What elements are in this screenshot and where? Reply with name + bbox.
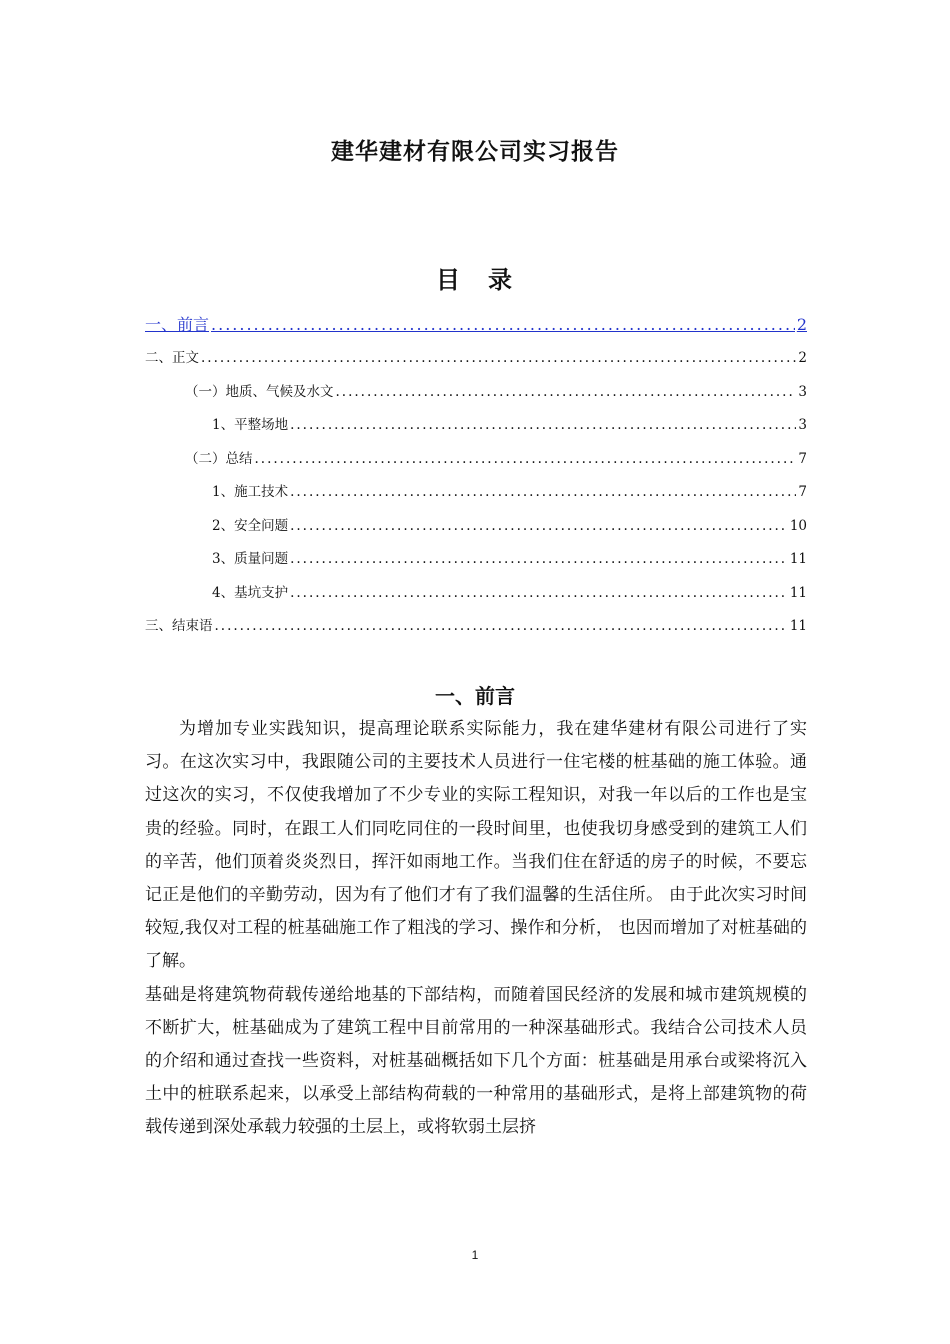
toc-entry-summary[interactable] [145, 447, 807, 481]
toc-entry-label: 一、前言 [145, 315, 210, 334]
toc-entry-construction-tech[interactable] [145, 480, 807, 514]
toc-entry-label: （二）总结 [185, 450, 253, 467]
page-number: 1 [471, 1248, 479, 1262]
section-body [145, 713, 807, 1145]
toc-entry-label: 1、平整场地 [212, 417, 289, 433]
toc-entry-main-text[interactable] [145, 346, 807, 380]
toc-entry-page: 2 [796, 315, 807, 334]
toc-entry-quality[interactable] [145, 547, 807, 581]
toc-entry-conclusion[interactable] [145, 614, 807, 648]
toc-entry-page: 11 [789, 584, 807, 601]
toc-entry-page: 10 [789, 517, 807, 534]
toc-entry-page: 3 [798, 383, 807, 400]
toc-entry-pit-support[interactable] [145, 581, 807, 615]
toc-entry-label: 1、施工技术 [212, 484, 289, 500]
table-of-contents [145, 312, 807, 648]
toc-entry-label: 3、质量问题 [212, 551, 289, 567]
toc-entry-page: 11 [789, 551, 807, 567]
toc-entry-page: 7 [798, 484, 807, 500]
toc-entry-geology[interactable] [145, 380, 807, 414]
toc-entry-label: 二、正文 [145, 350, 199, 366]
paragraph: 基础是将建筑物荷载传递给地基的下部结构，而随着国民经济的发展和城市建筑规模的不断扩大，桩基础成为了建筑工程中目前常用的一种深基础形式。我结合公司技术人员的介绍和通过查找一些资料，对桩基础概括如下几个方面：桩基础是用承台或梁将沉入土中的桩联系起来，以承受上部结构荷载的一种常用的基础形式，是将上部建筑物的荷载传递到深处承载力较强的土层上，或将软弱土层挤 [145, 984, 807, 1138]
toc-entry-page: 3 [798, 417, 807, 433]
toc-title: 目 录 [436, 265, 514, 294]
toc-entry-site-leveling[interactable] [145, 413, 807, 447]
toc-entry-preface[interactable] [145, 312, 807, 346]
section-heading: 一、前言 [435, 684, 515, 708]
toc-entry-label: 2、安全问题 [212, 517, 289, 534]
document-title: 建华建材有限公司实习报告 [331, 138, 619, 165]
toc-entry-label: 三、结束语 [145, 618, 213, 634]
toc-entry-label: 4、基坑支护 [212, 584, 289, 601]
toc-entry-page: 11 [789, 618, 807, 634]
toc-entry-page: 2 [798, 350, 807, 366]
paragraph: 为增加专业实践知识，提高理论联系实际能力，我在建华建材有限公司进行了实习。在这次实习中，我跟随公司的主要技术人员进行一住宅楼的桩基础的施工体验。通过这次的实习，不仅使我增加了不少专业的实际工程知识，对我一年以后的工作也是宝贵的经验。同时，在跟工人们同吃同住的一段时间里，也使我切身感受到的建筑工人们的辛苦，他们顶着炎炎烈日，挥汗如雨地工作。当我们住在舒适的房子的时候，不要忘记正是他们的辛勤劳动，因为有了他们才有了我们温馨的生活住所。 由于此次实习时间较短,我仅对工程的桩基础施工作了粗浅的学习、操作和分析， 也因而增加了对桩基础的了解。 [145, 719, 807, 972]
toc-entry-page: 7 [798, 450, 807, 467]
toc-entry-label: （一）地质、气候及水文 [185, 383, 334, 400]
toc-entry-safety[interactable] [145, 514, 807, 548]
